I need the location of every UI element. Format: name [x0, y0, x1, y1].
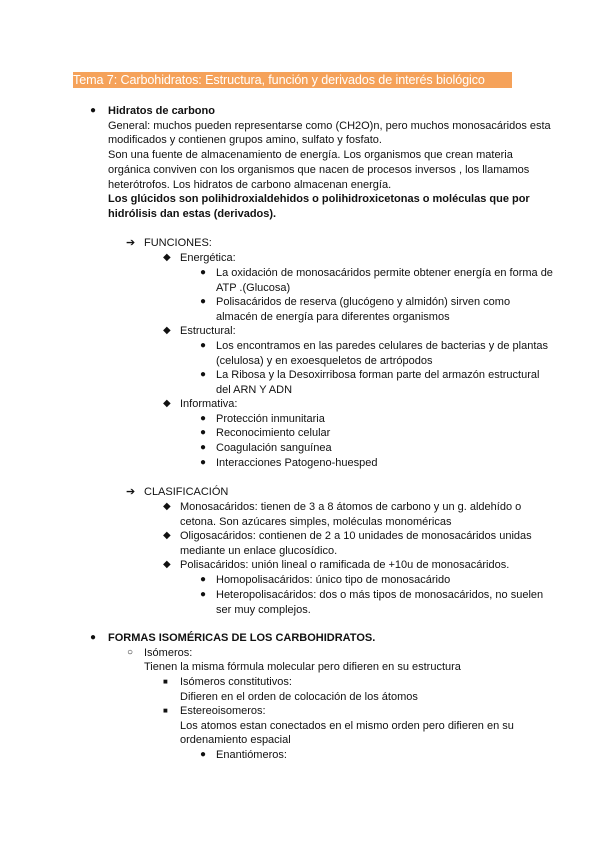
list-item	[216, 266, 553, 295]
text-line: Monosacáridos: tienen de 3 a 8 átomos de carbono y un g. aldehído o	[180, 501, 522, 513]
bullet-marker: ●	[200, 267, 207, 278]
list-item: Reconocimiento celular	[216, 427, 331, 439]
section-hidratos	[108, 104, 551, 222]
diamond-icon: ◆	[163, 398, 171, 409]
text-line: General: muchos pueden representarse como (CH2O)n, pero muchos monosacáridos esta	[108, 119, 551, 132]
bold-line: hidrólisis dan estas (derivados).	[108, 207, 277, 220]
list-item	[216, 339, 548, 368]
list-item: Enantiómeros:	[216, 749, 287, 761]
energetica-label: Energética:	[180, 252, 236, 264]
list-item: Interacciones Patogeno-huesped	[216, 457, 378, 469]
bullet-marker: ●	[200, 574, 207, 585]
diamond-icon: ◆	[163, 559, 171, 570]
bullet-marker: ●	[90, 632, 97, 643]
text-line: La oxidación de monosacáridos permite obtener energía en forma de	[216, 267, 553, 279]
diamond-icon: ◆	[163, 530, 171, 541]
text-line: modificados y contienen grupos amino, sulfato y fosfato.	[108, 134, 382, 147]
arrow-icon: ➔	[126, 237, 136, 249]
text-line: Los encontramos en las paredes celulares de bacterias y de plantas	[216, 340, 549, 352]
funciones-label: FUNCIONES:	[144, 237, 212, 249]
document-title: Tema 7: Carbohidratos: Estructura, función y derivados de interés biológico	[73, 72, 512, 88]
list-item	[180, 529, 532, 558]
circle-icon: ○	[127, 647, 134, 658]
square-icon: ■	[163, 677, 168, 686]
bullet-marker: ●	[200, 369, 207, 380]
section-heading: Hidratos de carbono	[108, 105, 215, 117]
text-line: Difieren en el orden de colocación de los átomos	[180, 690, 418, 703]
text-line: La Ribosa y la Desoxirribosa forman parte del armazón estructural	[216, 369, 540, 381]
list-item	[180, 500, 521, 529]
estructural-label: Estructural:	[180, 325, 236, 337]
bullet-marker: ●	[200, 413, 207, 424]
text-line: mediante un enlace glucosídico.	[180, 544, 338, 557]
text-line: Heteropolisacáridos: dos o más tipos de monosacáridos, no suelen	[216, 589, 544, 601]
text-line: Polisacáridos de reserva (glucógeno y almidón) sirven como	[216, 296, 511, 308]
list-item	[216, 588, 543, 617]
bullet-marker: ●	[200, 427, 207, 438]
bullet-marker: ●	[200, 340, 207, 351]
list-item: Protección inmunitaria	[216, 413, 325, 425]
bullet-marker: ●	[90, 105, 97, 116]
text-line: ordenamiento espacial	[180, 734, 291, 747]
bullet-marker: ●	[200, 442, 207, 453]
list-item: Homopolisacáridos: único tipo de monosacárido	[216, 574, 451, 586]
text-line: almacén de energía para diferentes organismos	[216, 310, 450, 323]
list-item	[180, 675, 418, 704]
text-line: Oligosacáridos: contienen de 2 a 10 unidades de monosacáridos unidas	[180, 530, 532, 542]
text-line: (celulosa) y en exoesqueletos de artrópodos	[216, 354, 433, 367]
bold-line: Los glúcidos son polihidroxialdehidos o polihidroxicetonas o moléculas que por	[108, 193, 530, 206]
list-item: Coagulación sanguínea	[216, 442, 332, 454]
diamond-icon: ◆	[163, 501, 171, 512]
text-line: Isómeros constitutivos:	[180, 676, 292, 688]
list-item	[216, 368, 539, 397]
text-line: del ARN Y ADN	[216, 383, 293, 396]
clasificacion-label: CLASIFICACIÓN	[144, 486, 229, 498]
list-item	[180, 704, 514, 748]
informativa-label: Informativa:	[180, 398, 238, 410]
bullet-marker: ●	[200, 457, 207, 468]
section-heading: FORMAS ISOMÉRICAS DE LOS CARBOHIDRATOS.	[108, 632, 376, 644]
bullet-marker: ●	[200, 749, 207, 760]
text-line: Tienen la misma fórmula molecular pero difieren en su estructura	[144, 661, 461, 673]
text-line: orgánica conviven con los organismos que nacen de procesos inversos , los llamamos	[108, 163, 530, 176]
text-line: heterótrofos. Los hidratos de carbono almacenan energía.	[108, 178, 392, 191]
diamond-icon: ◆	[163, 325, 171, 336]
list-item: Polisacáridos: unión lineal o ramificada de +10u de monosacáridos.	[180, 559, 510, 571]
isomeros-label: Isómeros:	[144, 647, 193, 659]
bullet-marker: ●	[200, 589, 207, 600]
text-line: cetona. Son azúcares simples, moléculas monoméricas	[180, 515, 452, 528]
text-line: ATP .(Glucosa)	[216, 281, 291, 294]
bullet-marker: ●	[200, 296, 207, 307]
square-icon: ■	[163, 706, 168, 715]
arrow-icon: ➔	[126, 486, 136, 498]
text-line: ser muy complejos.	[216, 603, 311, 616]
text-line: Los atomos estan conectados en el mismo orden pero difieren en su	[180, 719, 514, 732]
text-line: Son una fuente de almacenamiento de energía. Los organismos que crean materia	[108, 149, 513, 162]
list-item	[216, 295, 510, 324]
text-line: Estereoisomeros:	[180, 705, 266, 717]
diamond-icon: ◆	[163, 252, 171, 263]
